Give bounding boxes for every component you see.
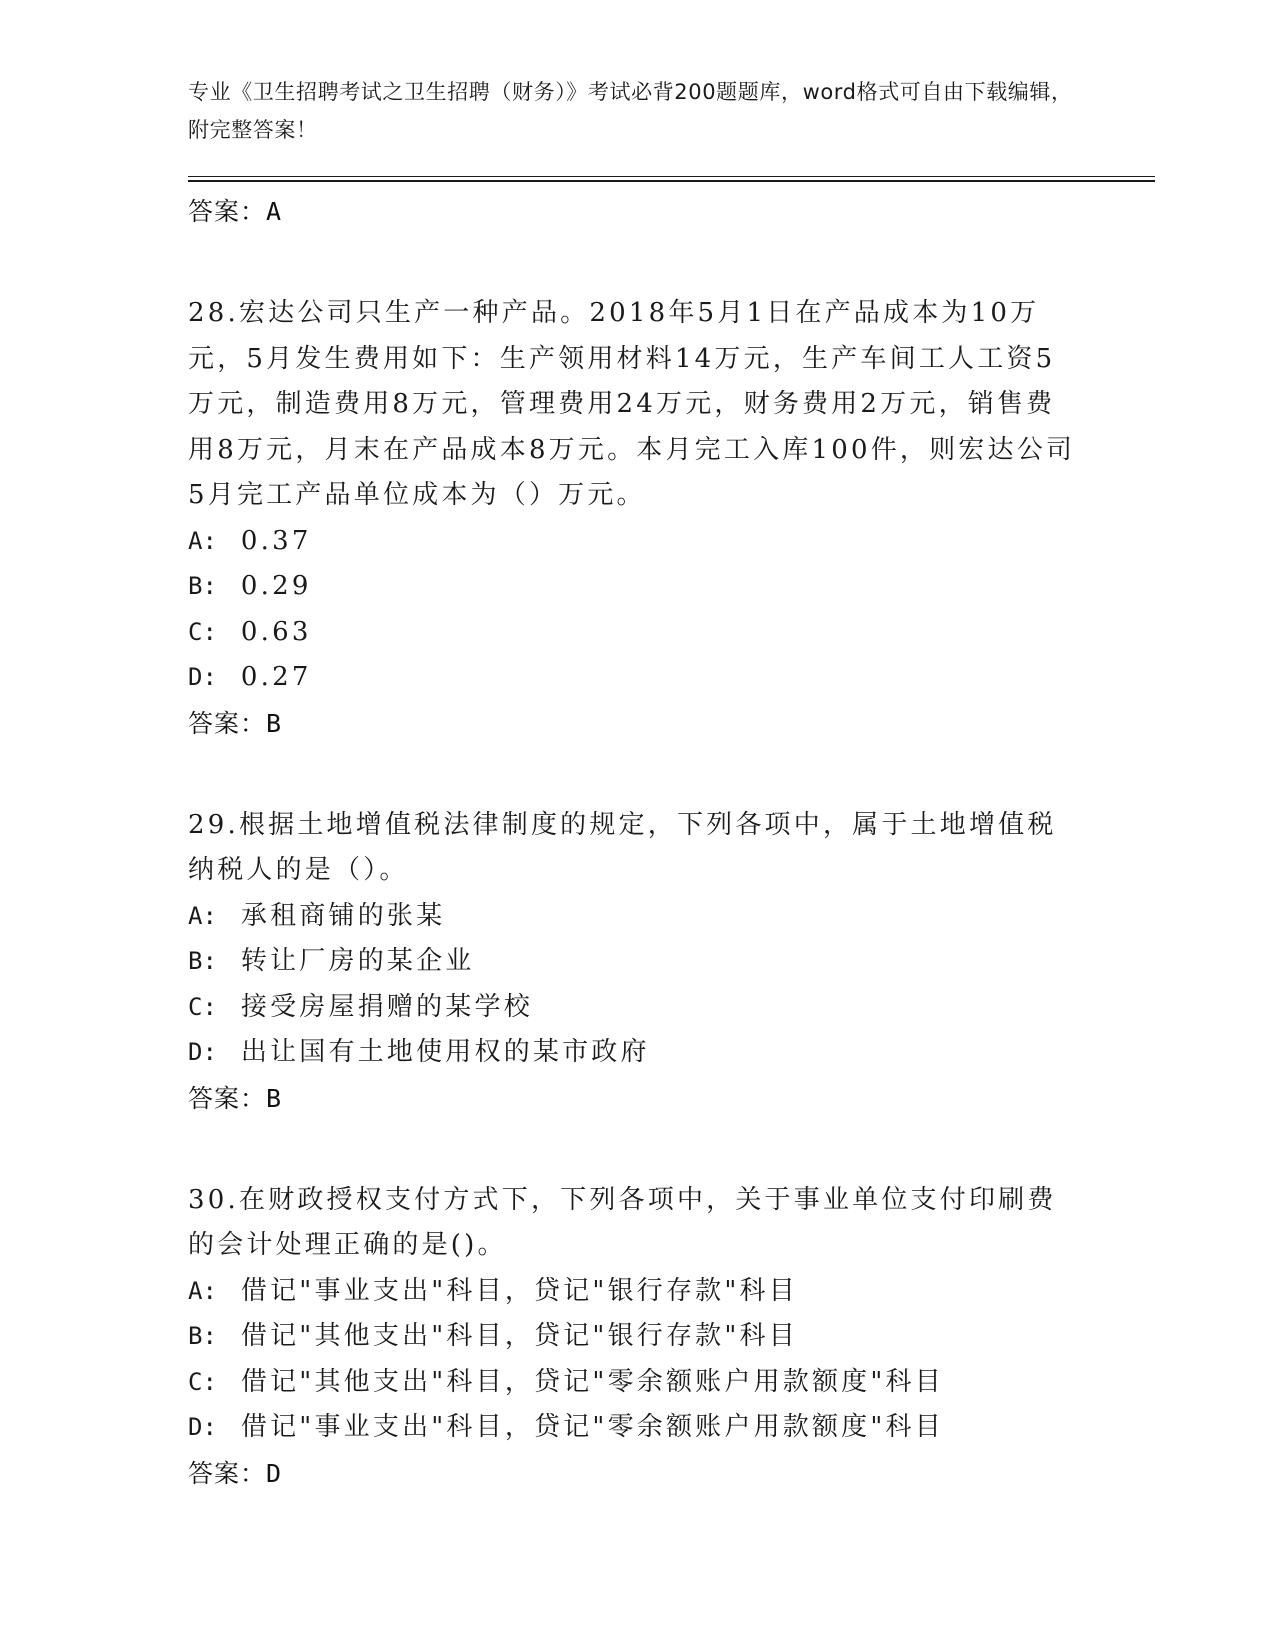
option-text: 转让厂房的某企业 <box>240 946 475 976</box>
option-a <box>188 894 1078 940</box>
answer-value: B <box>266 708 283 738</box>
option-d <box>188 1405 1078 1451</box>
option-b <box>188 564 1078 610</box>
answer-line <box>188 1076 1078 1122</box>
option-d <box>188 1030 1078 1076</box>
option-d <box>188 655 1078 701</box>
option-key: B: <box>188 1322 217 1350</box>
option-key: D: <box>188 1038 217 1066</box>
option-key: C: <box>188 1367 217 1396</box>
answer-label: 答案： <box>188 708 267 738</box>
document-body <box>188 189 1078 1497</box>
option-a <box>188 1269 1078 1315</box>
option-c <box>188 1360 1078 1406</box>
option-text: 借记"其他支出"科目，贷记"银行存款"科目 <box>240 1321 798 1351</box>
option-key: A: <box>188 901 217 930</box>
answer-line <box>188 189 1078 235</box>
option-key: D: <box>188 663 217 691</box>
option-key: D: <box>188 1413 217 1441</box>
option-key: B: <box>188 572 217 600</box>
option-text: 出让国有土地使用权的某市政府 <box>240 1037 650 1067</box>
answer-line <box>188 1451 1078 1497</box>
answer-line <box>188 701 1078 747</box>
option-text: 接受房屋捐赠的某学校 <box>240 991 533 1022</box>
option-key: A: <box>188 1276 217 1305</box>
answer-label: 答案： <box>188 197 267 226</box>
option-key: C: <box>188 992 217 1021</box>
option-key: B: <box>188 947 217 975</box>
option-text: 承租商铺的张某 <box>240 900 446 931</box>
answer-value: D <box>266 1458 283 1488</box>
option-text: 借记"事业支出"科目，贷记"零余额账户用款额度"科目 <box>240 1412 944 1442</box>
option-text: 0.27 <box>240 662 312 692</box>
option-text: 0.29 <box>240 571 312 601</box>
answer-label: 答案： <box>188 1083 267 1113</box>
question-text: 29.根据土地增值税法律制度的规定，下列各项中，属于土地增值税纳税人的是（）。 <box>188 809 1057 885</box>
option-b <box>188 939 1078 985</box>
option-text: 0.63 <box>240 616 312 647</box>
option-c <box>188 985 1078 1031</box>
answer-value: B <box>266 1083 283 1113</box>
answer-label: 答案： <box>188 1458 267 1488</box>
answer-value: A <box>266 197 283 226</box>
option-key: A: <box>188 526 217 555</box>
question-text: 28.宏达公司只生产一种产品。2018年5月1日在产品成本为10万元，5月发生费用如下：生产领用材料14万元，生产车间工人工资5万元，制造费用8万元，管理费用24万元，财务费用2万元，销售费用8万元，月末在产品成本8万元。本月完工入库100件，则宏达公司5月完工产品单位成本为（）万元。 <box>188 298 1076 510</box>
option-a <box>188 519 1078 565</box>
option-text: 借记"其他支出"科目，贷记"零余额账户用款额度"科目 <box>240 1366 944 1397</box>
document-header: 专业《卫生招聘考试之卫生招聘（财务）》考试必背200题题库，word格式可自由下载编辑，附完整答案！ <box>188 80 1073 142</box>
header-divider <box>188 176 1155 182</box>
option-text: 0.37 <box>240 525 312 556</box>
question-text: 30.在财政授权支付方式下，下列各项中，关于事业单位支付印刷费的会计处理正确的是()。 <box>188 1184 1057 1260</box>
option-key: C: <box>188 617 217 646</box>
option-c <box>188 610 1078 656</box>
option-text: 借记"事业支出"科目，贷记"银行存款"科目 <box>240 1275 798 1306</box>
option-b <box>188 1314 1078 1360</box>
